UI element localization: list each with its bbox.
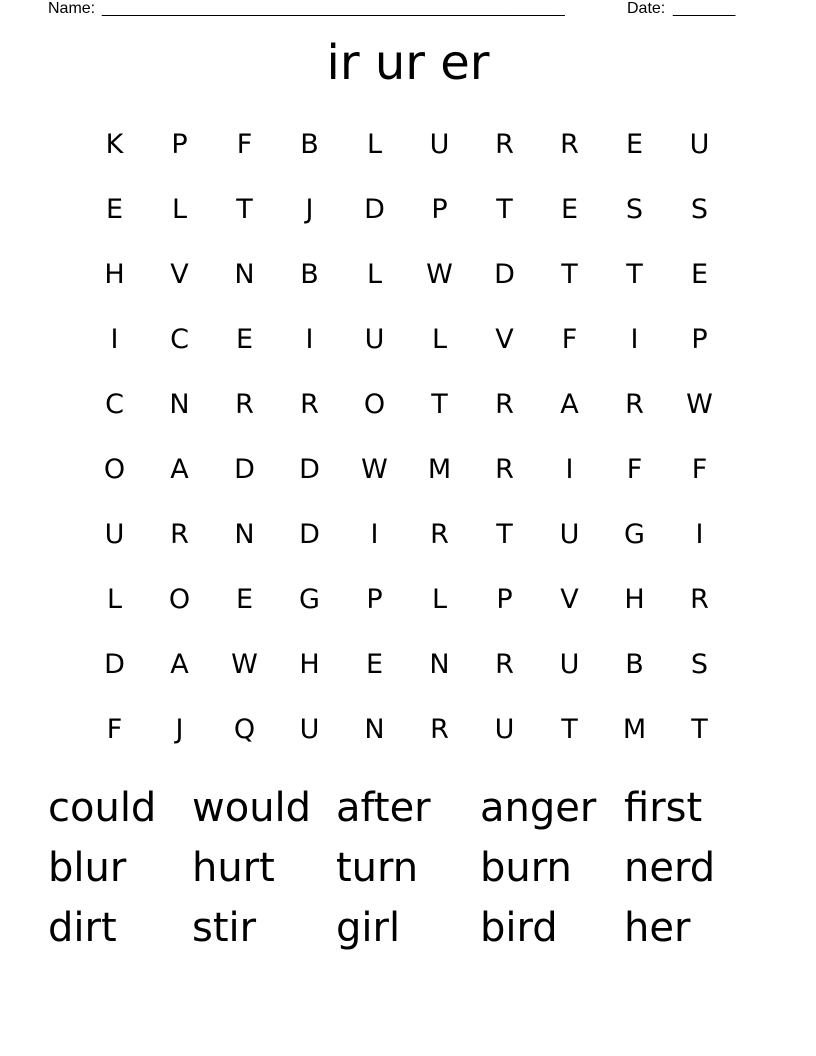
word-bank-item: burn: [480, 845, 572, 891]
word-bank-item: would: [192, 785, 312, 831]
grid-letter: E: [690, 259, 709, 290]
grid-letter: R: [430, 714, 449, 745]
grid-letter: A: [170, 649, 189, 680]
word-bank-item: her: [624, 905, 691, 951]
grid-letter: D: [104, 649, 125, 680]
grid-letter: R: [495, 129, 514, 160]
grid-letter: O: [103, 454, 126, 485]
word-bank-item: girl: [336, 905, 401, 951]
grid-letter: P: [431, 194, 448, 225]
date-blank-line: _______: [673, 0, 736, 17]
word-bank-item: anger: [480, 785, 597, 831]
grid-letter: P: [171, 129, 188, 160]
grid-letter: G: [299, 584, 320, 615]
grid-letter: R: [235, 389, 254, 420]
grid-letter: M: [622, 714, 647, 745]
date-label: Date:: [627, 0, 666, 17]
word-bank-item: bird: [480, 905, 558, 951]
grid-letter: B: [300, 259, 319, 290]
name-blank-line: ____________________________________________________: [102, 0, 565, 17]
grid-letter: R: [690, 584, 709, 615]
grid-letter: D: [234, 454, 255, 485]
grid-letter: I: [110, 324, 119, 355]
grid-letter: E: [625, 129, 644, 160]
grid-letter: E: [235, 324, 254, 355]
grid-letter: P: [496, 584, 513, 615]
grid-letter: U: [104, 519, 125, 550]
grid-letter: E: [235, 584, 254, 615]
grid-letter: R: [495, 649, 514, 680]
grid-letter: H: [104, 259, 125, 290]
grid-letter: R: [430, 519, 449, 550]
word-bank-item: turn: [336, 845, 419, 891]
grid-letter: L: [171, 194, 188, 225]
grid-letter: L: [431, 584, 448, 615]
grid-letter: T: [496, 194, 513, 225]
grid-letter: T: [691, 714, 708, 745]
grid-letter: I: [370, 519, 379, 550]
grid-letter: U: [689, 129, 710, 160]
grid-letter: O: [168, 584, 191, 615]
grid-letter: W: [231, 649, 258, 680]
grid-letter: C: [105, 389, 124, 420]
grid-letter: O: [363, 389, 386, 420]
grid-letter: S: [625, 194, 644, 225]
grid-letter: B: [300, 129, 319, 160]
grid-letter: L: [106, 584, 123, 615]
word-bank-item: blur: [48, 845, 127, 891]
word-bank-item: could: [48, 785, 157, 831]
grid-letter: I: [695, 519, 704, 550]
letter-grid: [82, 112, 732, 762]
grid-letter: D: [494, 259, 515, 290]
grid-letter: A: [560, 389, 579, 420]
word-bank-item: after: [336, 785, 431, 831]
grid-letter: N: [234, 259, 255, 290]
grid-letter: F: [106, 714, 123, 745]
grid-letter: L: [366, 259, 383, 290]
grid-letter: N: [234, 519, 255, 550]
grid-letter: F: [561, 324, 578, 355]
grid-letter: W: [361, 454, 388, 485]
grid-letter: W: [426, 259, 453, 290]
word-bank-item: nerd: [624, 845, 716, 891]
grid-letter: T: [626, 259, 643, 290]
grid-letter: A: [170, 454, 189, 485]
grid-letter: U: [429, 129, 450, 160]
grid-letter: J: [175, 714, 184, 745]
grid-letter: W: [686, 389, 713, 420]
grid-letter: E: [365, 649, 384, 680]
grid-letter: L: [431, 324, 448, 355]
grid-letter: G: [624, 519, 645, 550]
grid-letter: T: [431, 389, 448, 420]
worksheet-title: ir ur er: [326, 35, 490, 91]
grid-letter: S: [690, 194, 709, 225]
grid-letter: T: [496, 519, 513, 550]
grid-letter: C: [170, 324, 189, 355]
grid-letter: L: [366, 129, 383, 160]
grid-letter: H: [299, 649, 320, 680]
grid-letter: M: [427, 454, 452, 485]
grid-letter: U: [494, 714, 515, 745]
grid-letter: T: [236, 194, 253, 225]
grid-letter: R: [560, 129, 579, 160]
grid-letter: N: [364, 714, 385, 745]
grid-letter: E: [560, 194, 579, 225]
grid-letter: V: [495, 324, 514, 355]
grid-letter: S: [690, 649, 709, 680]
grid-letter: N: [169, 389, 190, 420]
grid-letter: V: [170, 259, 189, 290]
word-bank-item: stir: [192, 905, 257, 951]
grid-letter: F: [626, 454, 643, 485]
grid-letter: F: [236, 129, 253, 160]
grid-letter: Q: [233, 714, 256, 745]
grid-letter: R: [495, 389, 514, 420]
word-bank: [48, 779, 768, 959]
grid-letter: I: [565, 454, 574, 485]
grid-letter: U: [559, 519, 580, 550]
grid-letter: D: [364, 194, 385, 225]
grid-letter: N: [429, 649, 450, 680]
grid-letter: E: [105, 194, 124, 225]
grid-letter: R: [495, 454, 514, 485]
grid-letter: U: [364, 324, 385, 355]
grid-letter: V: [560, 584, 579, 615]
grid-letter: K: [105, 129, 124, 160]
grid-letter: P: [366, 584, 383, 615]
grid-letter: T: [561, 714, 578, 745]
grid-letter: B: [625, 649, 644, 680]
grid-letter: F: [691, 454, 708, 485]
grid-letter: I: [630, 324, 639, 355]
word-bank-item: first: [624, 785, 703, 831]
word-bank-item: hurt: [192, 845, 275, 891]
grid-letter: D: [299, 454, 320, 485]
name-label: Name:: [48, 0, 96, 17]
grid-letter: T: [561, 259, 578, 290]
worksheet-header: [48, 0, 748, 22]
grid-letter: U: [559, 649, 580, 680]
word-bank-item: dirt: [48, 905, 117, 951]
grid-letter: H: [624, 584, 645, 615]
grid-letter: R: [170, 519, 189, 550]
grid-letter: I: [305, 324, 314, 355]
grid-letter: R: [625, 389, 644, 420]
grid-letter: R: [300, 389, 319, 420]
grid-letter: J: [305, 194, 314, 225]
grid-letter: D: [299, 519, 320, 550]
grid-letter: P: [691, 324, 708, 355]
grid-letter: U: [299, 714, 320, 745]
